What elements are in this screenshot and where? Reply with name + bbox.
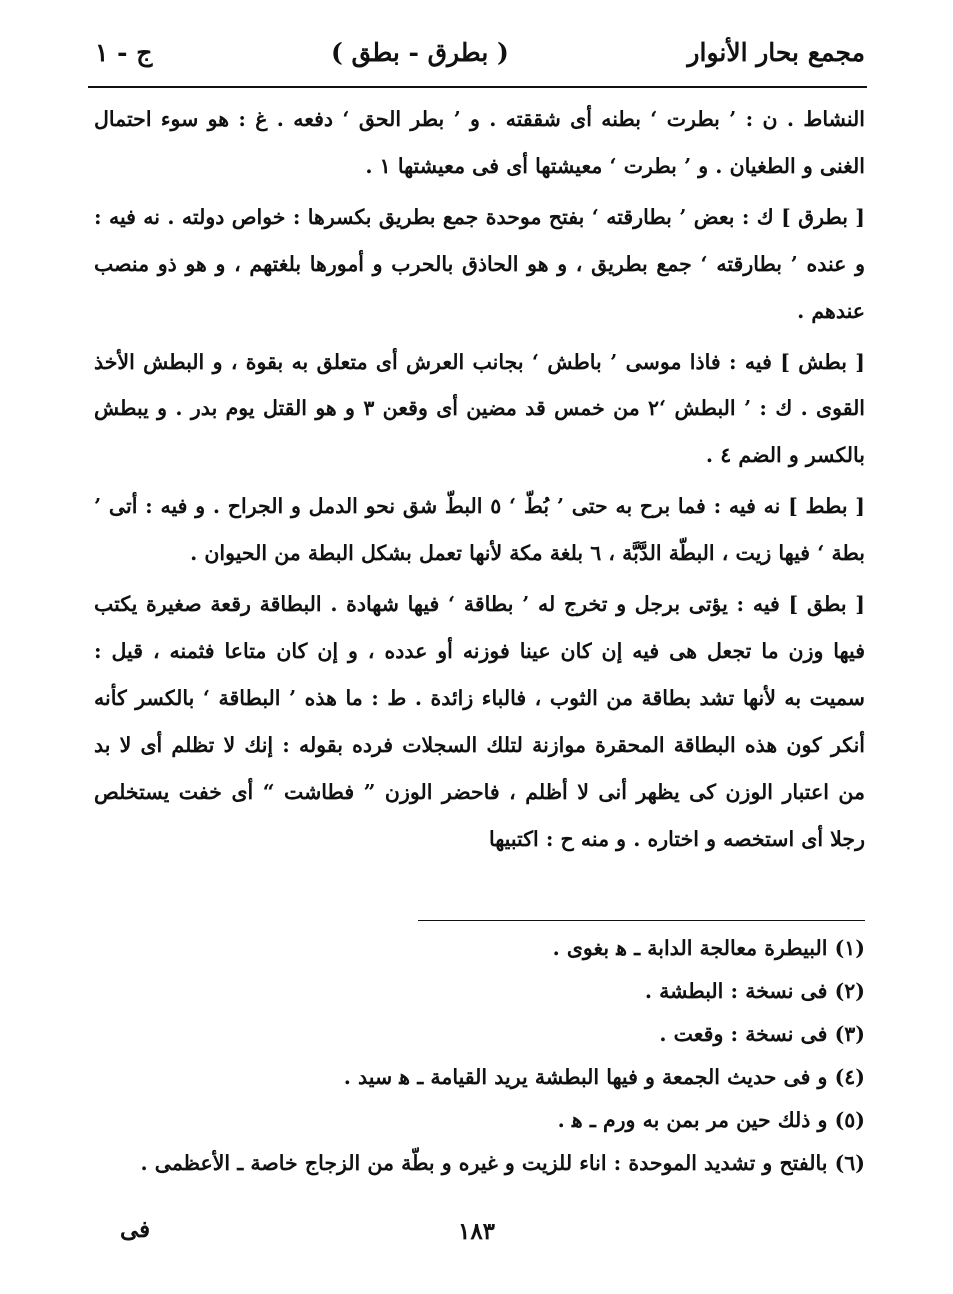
catchword: فى — [120, 1216, 151, 1243]
paragraph-batr: النشاط . ن : ’ بطرت ‘ بطنه أى شققته . و ’ بطر الحق ‘ دفعه . غ : هو سوء احتمال الغنى و الطغيان . و ’ بطرت ‘ معيشتها أى فى معيشتها ١ . — [94, 107, 865, 178]
footnote-1: (١) البيطرة معالجة الدابة ـ ﻫ بغوى . — [552, 936, 865, 960]
page-number: ١٨٣ — [457, 1218, 496, 1245]
book-title: مجمع بحار الأنوار — [687, 37, 865, 67]
paragraph-bataq: [ بطق ] فيه : يؤتى برجل و تخرج له ’ بطاقة ‘ فيها شهادة . البطاقة رقعة صغيرة يكتب فيها وزن ما تجعل هى فيه إن كان عينا فوزنه أو عدده ، و إن كان متاعا فثمنه ، قيل : سميت به لأنها تشد بطاقة من الثوب ، فالباء زائدة . ط : ما هذه ’ البطاقة ‘ بالكسر كأنه أنكر كون هذه البطاقة المحقرة موازنة لتلك السجلات فرده بقوله : إنك لا تظلم أى لا بد من اعتبار الوزن كى يظهر أنى لا أظلم ، فاحضر الوزن ” فطاشت “ أى خفت يستخلص رجلا أى استخصه و اختاره . و منه ح : اكتبيها — [94, 592, 865, 851]
footnotes — [94, 927, 865, 1185]
paragraph-batraq: [ بطرق ] ك : بعض ’ بطارقته ‘ بفتح موحدة جمع بطريق بكسرها : خواص دولته . نه فيه : و عنده ’ بطارقته ‘ جمع بطريق ، و هو الحاذق بالحرب و أمورها بلغتهم ، و هو ذو منصب عندهم . — [94, 204, 865, 323]
footnote-5: (٥) و ذلك حين مر بمن به ورم ـ ﻫ . — [557, 1108, 865, 1132]
main-text — [94, 96, 865, 863]
paragraph-batat: [ بطط ] نه فيه : فما برح به حتى ’ بُطّ ‘ ٥ البطّ شق نحو الدمل و الجراح . و فيه : أتى ’ بطة ‘ فيها زيت ، البطّة الدَّبَّة ، ٦ بلغة مكة لأنها تعمل بشكل البطة من الحيوان . — [94, 494, 865, 566]
running-header — [95, 30, 865, 74]
footnote-3: (٣) فى نسخة : وقعت . — [659, 1022, 865, 1046]
footnote-4: (٤) و فى حديث الجمعة و فيها البطشة يريد القيامة ـ ﻫ سيد . — [343, 1065, 865, 1089]
header-rule — [88, 86, 867, 88]
entry-range: ( بطرق - بطق ) — [330, 37, 509, 67]
paragraph-batash: [ بطش ] فيه : فاذا موسى ’ باطش ‘ بجانب العرش أى متعلق به بقوة ، و البطش الأخذ القوى . ك : ’ البطش ‘٢ من خمس قد مضين أى وقعن ٣ و هو القتل يوم بدر . و يبطش بالكسر و الضم ٤ . — [94, 349, 866, 468]
footnote-2: (٢) فى نسخة : البطشة . — [644, 979, 865, 1003]
footnote-rule — [418, 920, 865, 921]
volume-number: ج - ١ — [95, 37, 153, 67]
footnote-6: (٦) بالفتح و تشديد الموحدة : اناء للزيت و غيره و بطّة من الزجاج خاصة ـ الأعظمى . — [140, 1151, 865, 1175]
